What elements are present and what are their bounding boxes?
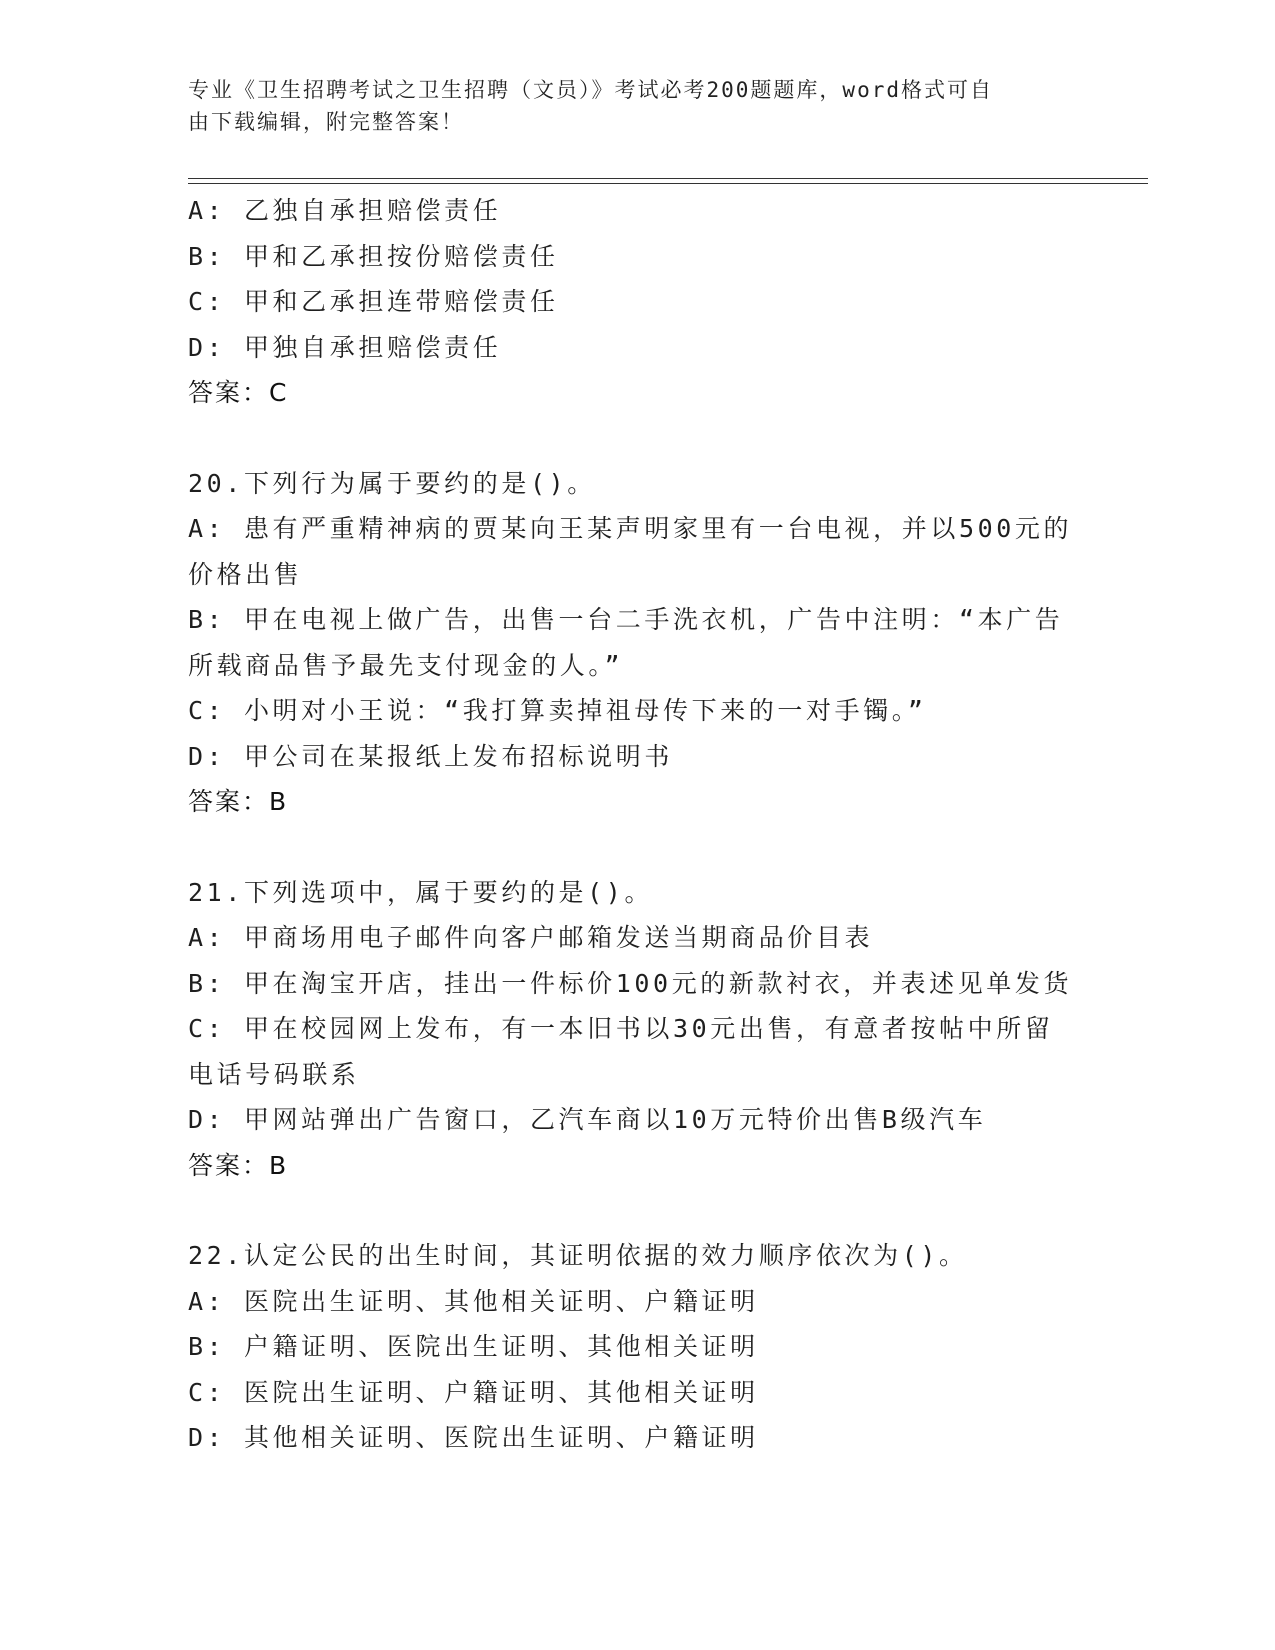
spacer — [188, 1188, 1088, 1233]
document-header — [188, 74, 1068, 138]
answer-line: 答案：B — [188, 787, 289, 816]
option-a: A: 乙独自承担赔偿责任 — [188, 196, 502, 225]
option-d: D: 甲独自承担赔偿责任 — [188, 332, 502, 362]
option-d: D: 甲公司在某报纸上发布招标说明书 — [188, 741, 673, 771]
option-a: A: 医院出生证明、其他相关证明、户籍证明 — [188, 1286, 759, 1316]
header-line-2: 由下载编辑，附完整答案！ — [188, 110, 464, 134]
answer-line: 答案：B — [188, 1150, 289, 1180]
option-b: B: 甲在电视上做广告，出售一台二手洗衣机，广告中注明：“本广告 — [188, 605, 1064, 634]
option-c: C: 甲和乙承担连带赔偿责任 — [188, 287, 559, 316]
option-c: C: 医院出生证明、户籍证明、其他相关证明 — [188, 1377, 759, 1407]
option-b: B: 甲和乙承担按份赔偿责任 — [188, 241, 559, 271]
option-d: D: 甲网站弹出广告窗口，乙汽车商以10万元特价出售B级汽车 — [188, 1105, 987, 1134]
spacer — [188, 416, 1088, 461]
option-b-continued: 所载商品售予最先支付现金的人。” — [188, 650, 624, 680]
option-c: C: 甲在校园网上发布，有一本旧书以30元出售，有意者按帖中所留 — [188, 1014, 1054, 1043]
question-21-block — [188, 870, 1088, 1189]
question-content — [188, 188, 1088, 1461]
question-22-block — [188, 1233, 1088, 1461]
question-stem: 22.认定公民的出生时间，其证明依据的效力顺序依次为()。 — [188, 1241, 968, 1270]
answer-line: 答案：C — [188, 378, 289, 407]
option-b: B: 户籍证明、医院出生证明、其他相关证明 — [188, 1332, 759, 1361]
option-c-continued: 电话号码联系 — [188, 1059, 360, 1089]
question-20-block — [188, 461, 1088, 825]
header-divider-bottom — [188, 183, 1148, 184]
question-stem: 20.下列行为属于要约的是()。 — [188, 468, 596, 498]
option-d: D: 其他相关证明、医院出生证明、户籍证明 — [188, 1423, 759, 1452]
option-b: B: 甲在淘宝开店，挂出一件标价100元的新款衬衣，并表述见单发货 — [188, 968, 1073, 998]
option-a: A: 甲商场用电子邮件向客户邮箱发送当期商品价目表 — [188, 923, 874, 952]
header-divider-top — [188, 178, 1148, 179]
option-a: A: 患有严重精神病的贾某向王某声明家里有一台电视，并以500元的 — [188, 514, 1073, 543]
spacer — [188, 825, 1088, 870]
header-line-1: 专业《卫生招聘考试之卫生招聘（文员）》考试必考200题题库，word格式可自 — [188, 78, 993, 102]
option-c: C: 小明对小王说：“我打算卖掉祖母传下来的一对手镯。” — [188, 696, 927, 725]
option-a-continued: 价格出售 — [188, 559, 303, 589]
question-stem: 21.下列选项中，属于要约的是()。 — [188, 877, 654, 907]
prev-question-block — [188, 188, 1088, 416]
